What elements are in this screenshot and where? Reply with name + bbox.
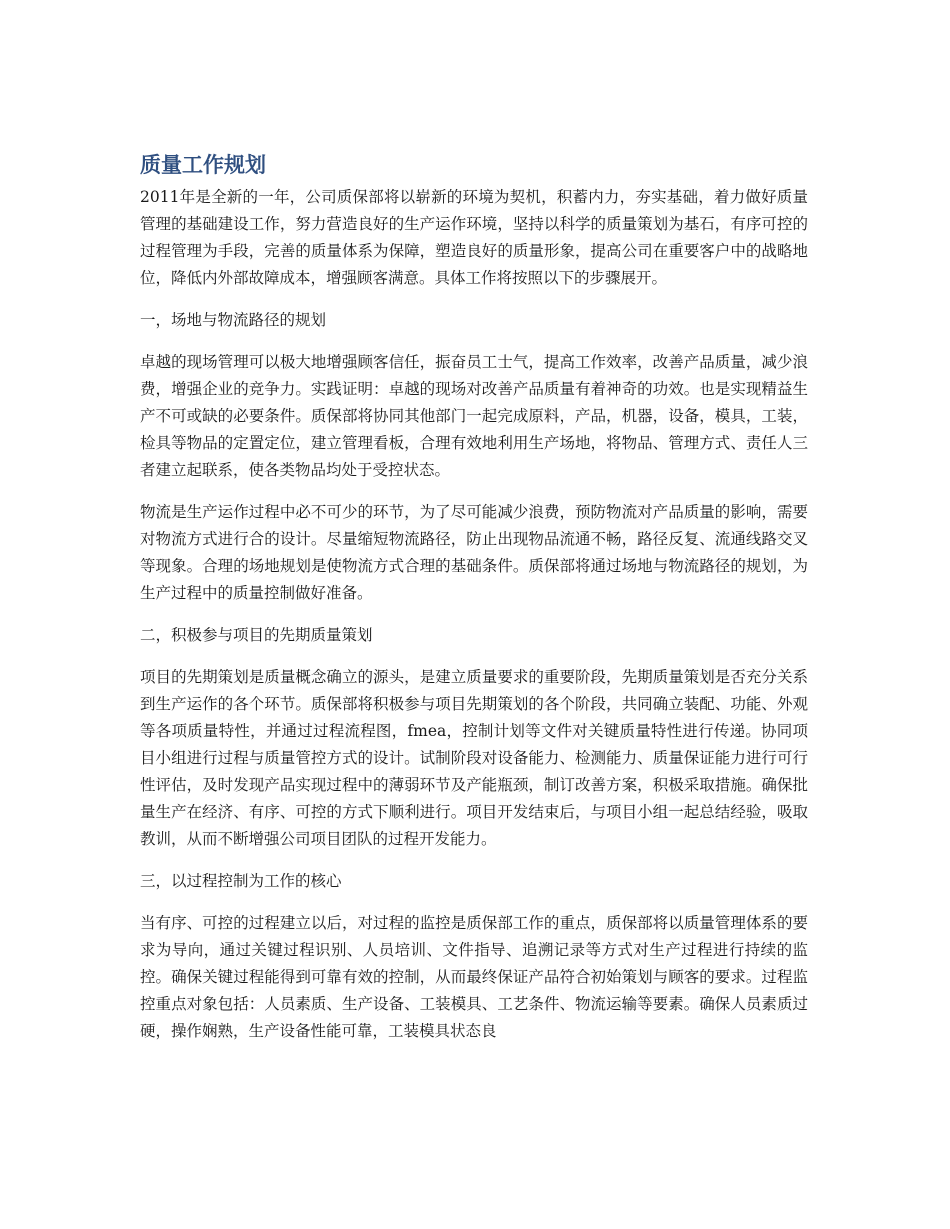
section-2-paragraph-1: 项目的先期策划是质量概念确立的源头，是建立质量要求的重要阶段，先期质量策划是否充分关系到生产运作的各个环节。质保部将积极参与项目先期策划的各个阶段，共同确立装配、功能、外观等各项质量特性，并通过过程流程图，fmea，控制计划等文件对关键质量特性进行传递。协同项目小组进行过程与质量管控方式的设计。试制阶段对设备能力、检测能力、质量保证能力进行可行性评估，及时发现产品实现过程中的薄弱环节及产能瓶颈，制订改善方案，积极采取措施。确保批量生产在经济、有序、可控的方式下顺利进行。项目开发结束后，与项目小组一起总结经验，吸取教训，从而不断增强公司项目团队的过程开发能力。 <box>140 668 808 848</box>
section-1-paragraph-1: 卓越的现场管理可以极大地增强顾客信任，振奋员工士气，提高工作效率，改善产品质量，减少浪费，增强企业的竞争力。实践证明：卓越的现场对改善产品质量有着神奇的功效。也是实现精益生产不可或缺的必要条件。质保部将协同其他部门一起完成原料，产品，机器，设备，模具，工装，检具等物品的定置定位，建立管理看板，合理有效地利用生产场地，将物品、管理方式、责任人三者建立起联系，使各类物品均处于受控状态。 <box>140 353 808 479</box>
intro-paragraph: 2011年是全新的一年，公司质保部将以崭新的环境为契机，积蓄内力，夯实基础，着力做好质量管理的基础建设工作，努力营造良好的生产运作环境，坚持以科学的质量策划为基石，有序可控的过程管理为手段，完善的质量体系为保障，塑造良好的质量形象，提高公司在重要客户中的战略地位，降低内外部故障成本，增强顾客满意。具体工作将按照以下的步骤展开。 <box>140 188 808 287</box>
section-1-paragraph-2: 物流是生产运作过程中必不可少的环节，为了尽可能减少浪费，预防物流对产品质量的影响，需要对物流方式进行合的设计。尽量缩短物流路径，防止出现物品流通不畅，路径反复、流通线路交叉等现象。合理的场地规划是使物流方式合理的基础条件。质保部将通过场地与物流路径的规划，为生产过程中的质量控制做好准备。 <box>140 503 808 602</box>
section-3-paragraph-1: 当有序、可控的过程建立以后，对过程的监控是质保部工作的重点，质保部将以质量管理体系的要求为导向，通过关键过程识别、人员培训、文件指导、追溯记录等方式对生产过程进行持续的监控。确保关键过程能得到可靠有效的控制，从而最终保证产品符合初始策划与顾客的要求。过程监控重点对象包括：人员素质、生产设备、工装模具、工艺条件、物流运输等要素。确保人员素质过硬，操作娴熟，生产设备性能可靠，工装模具状态良 <box>140 914 808 1040</box>
section-3-heading: 三，以过程控制为工作的核心 <box>140 872 342 890</box>
section-1-heading: 一，场地与物流路径的规划 <box>140 311 327 329</box>
document-page <box>140 150 808 1060</box>
document-title: 质量工作规划 <box>140 153 266 177</box>
section-2-heading: 二，积极参与项目的先期质量策划 <box>140 626 373 644</box>
